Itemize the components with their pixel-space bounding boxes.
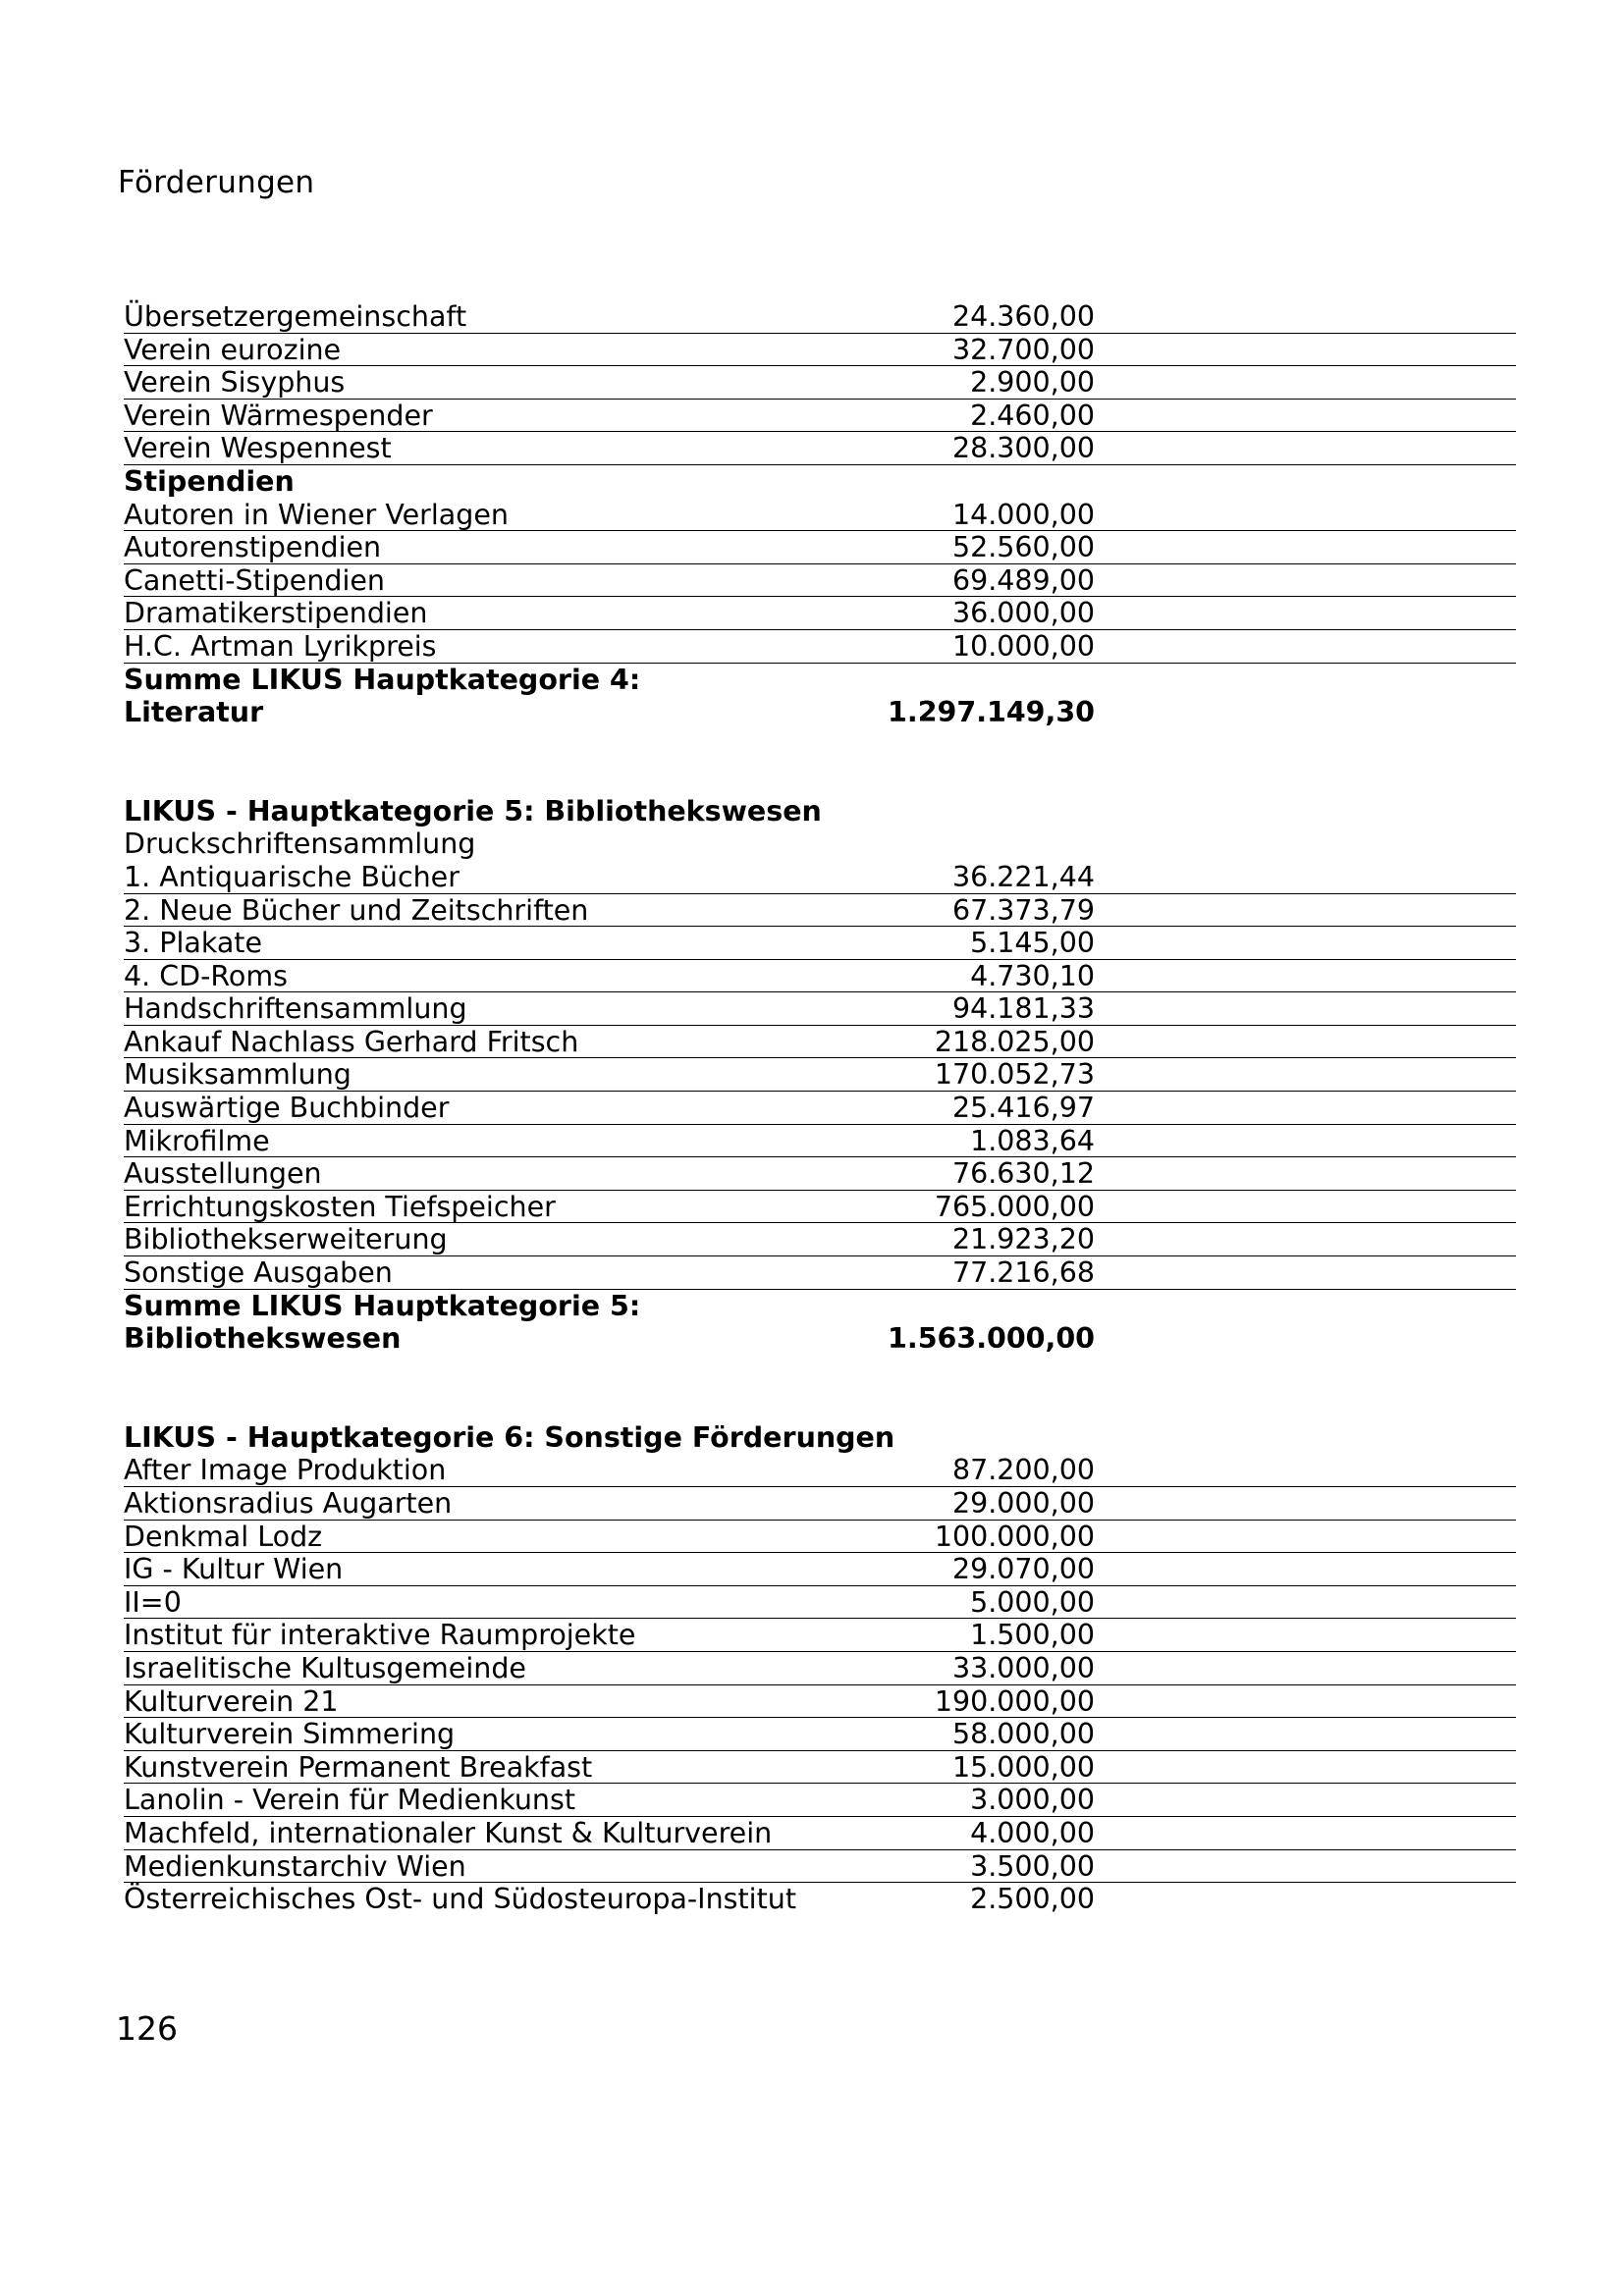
table-row	[124, 564, 1516, 598]
row-amount: 28.300,00	[951, 432, 1095, 465]
table-row	[124, 1026, 1516, 1059]
table-row	[124, 1718, 1516, 1751]
table-row	[124, 630, 1516, 664]
row-label: Handschriftensammlung	[124, 992, 467, 1026]
row-amount: 190.000,00	[934, 1684, 1095, 1718]
row-amount: 21.923,20	[951, 1223, 1095, 1256]
row-label: Stipendien	[124, 464, 295, 498]
table-row	[124, 366, 1516, 400]
row-label: Österreichisches Ost- und Südosteuropa-Institut	[124, 1883, 796, 1916]
row-amount: 36.221,44	[951, 860, 1095, 893]
row-label: Verein Sisyphus	[124, 366, 346, 400]
row-label: Verein Wärmespender	[124, 399, 433, 432]
section-heading-row	[124, 465, 1516, 499]
row-amount: 100.000,00	[934, 1520, 1095, 1553]
row-amount: 1.083,64	[970, 1124, 1095, 1157]
table-row	[124, 1817, 1516, 1850]
row-amount: 2.500,00	[970, 1883, 1095, 1916]
row-amount: 29.000,00	[951, 1487, 1095, 1520]
table-row	[124, 1751, 1516, 1785]
row-label: LIKUS - Hauptkategorie 6: Sonstige Förderungen	[124, 1420, 895, 1454]
table-row	[124, 861, 1516, 894]
total-row	[124, 1322, 1516, 1356]
row-amount: 14.000,00	[951, 498, 1095, 531]
row-label: After Image Produktion	[124, 1454, 447, 1487]
subheading-row	[124, 828, 1516, 861]
row-amount: 67.373,79	[951, 893, 1095, 927]
table-row	[124, 1883, 1516, 1916]
row-amount: 5.145,00	[970, 927, 1095, 960]
row-label: Kulturverein 21	[124, 1684, 339, 1718]
row-label: Medienkunstarchiv Wien	[124, 1849, 466, 1883]
row-amount: 32.700,00	[951, 333, 1095, 366]
section-spacer	[124, 1356, 1516, 1421]
table-row	[124, 927, 1516, 960]
row-label: Ankauf Nachlass Gerhard Fritsch	[124, 1025, 579, 1058]
table-row	[124, 992, 1516, 1026]
row-label: H.C. Artman Lyrikpreis	[124, 629, 437, 663]
row-label: Verein Wespennest	[124, 432, 392, 465]
row-label: Autoren in Wiener Verlagen	[124, 498, 509, 531]
row-amount: 2.900,00	[970, 366, 1095, 400]
table-row	[124, 1521, 1516, 1554]
row-label: Aktionsradius Augarten	[124, 1487, 453, 1520]
row-amount: 10.000,00	[951, 629, 1095, 663]
row-label: Institut für interaktive Raumprojekte	[124, 1619, 636, 1652]
table-row	[124, 1454, 1516, 1487]
row-amount: 1.563.000,00	[888, 1322, 1095, 1356]
table-row	[124, 1125, 1516, 1158]
table-row	[124, 334, 1516, 367]
table-row	[124, 1685, 1516, 1719]
row-label: 2. Neue Bücher und Zeitschriften	[124, 893, 589, 927]
row-amount: 3.500,00	[970, 1849, 1095, 1883]
table-row	[124, 499, 1516, 532]
row-label: Sonstige Ausgaben	[124, 1256, 393, 1290]
table-row	[124, 894, 1516, 928]
row-label: Mikrofilme	[124, 1124, 270, 1157]
table-row	[124, 1058, 1516, 1092]
table-row	[124, 1850, 1516, 1884]
row-amount: 765.000,00	[934, 1190, 1095, 1223]
row-amount: 52.560,00	[951, 531, 1095, 564]
table-row	[124, 400, 1516, 433]
table-row	[124, 1256, 1516, 1290]
row-label: 4. CD-Roms	[124, 959, 288, 992]
row-label: Auswärtige Buchbinder	[124, 1092, 450, 1125]
row-amount: 33.000,00	[951, 1651, 1095, 1684]
row-label: 3. Plakate	[124, 927, 262, 960]
row-amount: 76.630,12	[951, 1157, 1095, 1191]
row-amount: 4.730,10	[970, 959, 1095, 992]
row-amount: 24.360,00	[951, 300, 1095, 333]
row-label: Verein eurozine	[124, 333, 342, 366]
row-label: Musiksammlung	[124, 1058, 352, 1092]
row-label: Lanolin - Verein für Medienkunst	[124, 1784, 576, 1817]
table-row	[124, 1191, 1516, 1224]
table-section	[124, 795, 1516, 1356]
row-label: Summe LIKUS Hauptkategorie 4:	[124, 663, 641, 696]
row-label: Autorenstipendien	[124, 531, 382, 564]
row-amount: 25.416,97	[951, 1092, 1095, 1125]
row-label: Druckschriftensammlung	[124, 828, 476, 861]
page-number: 126	[116, 2009, 178, 2048]
row-amount: 36.000,00	[951, 597, 1095, 630]
section-heading-row	[124, 1421, 1516, 1455]
section-heading-row	[124, 795, 1516, 828]
row-label: Kulturverein Simmering	[124, 1718, 456, 1751]
table-row	[124, 1784, 1516, 1817]
row-label: Bibliothekswesen	[124, 1322, 402, 1356]
row-label: Kunstverein Permanent Breakfast	[124, 1750, 593, 1784]
table-row	[124, 1487, 1516, 1521]
table-row	[124, 597, 1516, 630]
table-row	[124, 960, 1516, 993]
table-row	[124, 531, 1516, 564]
row-label: Errichtungskosten Tiefspeicher	[124, 1190, 556, 1223]
row-amount: 15.000,00	[951, 1750, 1095, 1784]
table-row	[124, 1553, 1516, 1586]
row-amount: 218.025,00	[934, 1025, 1095, 1058]
row-label: Bibliothekserweiterung	[124, 1223, 448, 1256]
row-amount: 3.000,00	[970, 1784, 1095, 1817]
row-amount: 2.460,00	[970, 399, 1095, 432]
row-amount: 4.000,00	[970, 1816, 1095, 1849]
total-row	[124, 696, 1516, 729]
table-row	[124, 1586, 1516, 1620]
row-label: Canetti-Stipendien	[124, 563, 385, 597]
table-row	[124, 1223, 1516, 1256]
row-amount: 170.052,73	[934, 1058, 1095, 1092]
total-label-row	[124, 664, 1516, 697]
table-row	[124, 1619, 1516, 1652]
row-label: 1. Antiquarische Bücher	[124, 860, 460, 893]
row-amount: 94.181,33	[951, 992, 1095, 1026]
row-amount: 1.500,00	[970, 1619, 1095, 1652]
table-row	[124, 1652, 1516, 1685]
row-label: Literatur	[124, 696, 264, 729]
row-amount: 29.070,00	[951, 1553, 1095, 1586]
row-label: II=0	[124, 1585, 182, 1619]
row-amount: 1.297.149,30	[888, 696, 1095, 729]
row-amount: 77.216,68	[951, 1256, 1095, 1290]
row-label: Übersetzergemeinschaft	[124, 300, 467, 333]
row-amount: 5.000,00	[970, 1585, 1095, 1619]
row-label: Summe LIKUS Hauptkategorie 5:	[124, 1289, 641, 1322]
page-header: Förderungen	[118, 165, 315, 200]
row-amount: 69.489,00	[951, 563, 1095, 597]
row-label: Israelitische Kultusgemeinde	[124, 1651, 526, 1684]
row-amount: 87.200,00	[951, 1454, 1095, 1487]
table-row	[124, 1157, 1516, 1191]
row-label: Machfeld, internationaler Kunst & Kulturverein	[124, 1816, 773, 1849]
table-row	[124, 432, 1516, 465]
row-amount: 58.000,00	[951, 1718, 1095, 1751]
row-label: Ausstellungen	[124, 1157, 322, 1191]
row-label: IG - Kultur Wien	[124, 1553, 344, 1586]
table-section	[124, 1421, 1516, 1916]
section-spacer	[124, 729, 1516, 795]
total-label-row	[124, 1290, 1516, 1323]
row-label: Dramatikerstipendien	[124, 597, 428, 630]
funding-table	[124, 300, 1516, 1916]
table-row	[124, 300, 1516, 334]
table-section	[124, 300, 1516, 729]
row-label: Denkmal Lodz	[124, 1520, 323, 1553]
row-label: LIKUS - Hauptkategorie 5: Bibliothekswesen	[124, 794, 822, 828]
table-row	[124, 1092, 1516, 1125]
